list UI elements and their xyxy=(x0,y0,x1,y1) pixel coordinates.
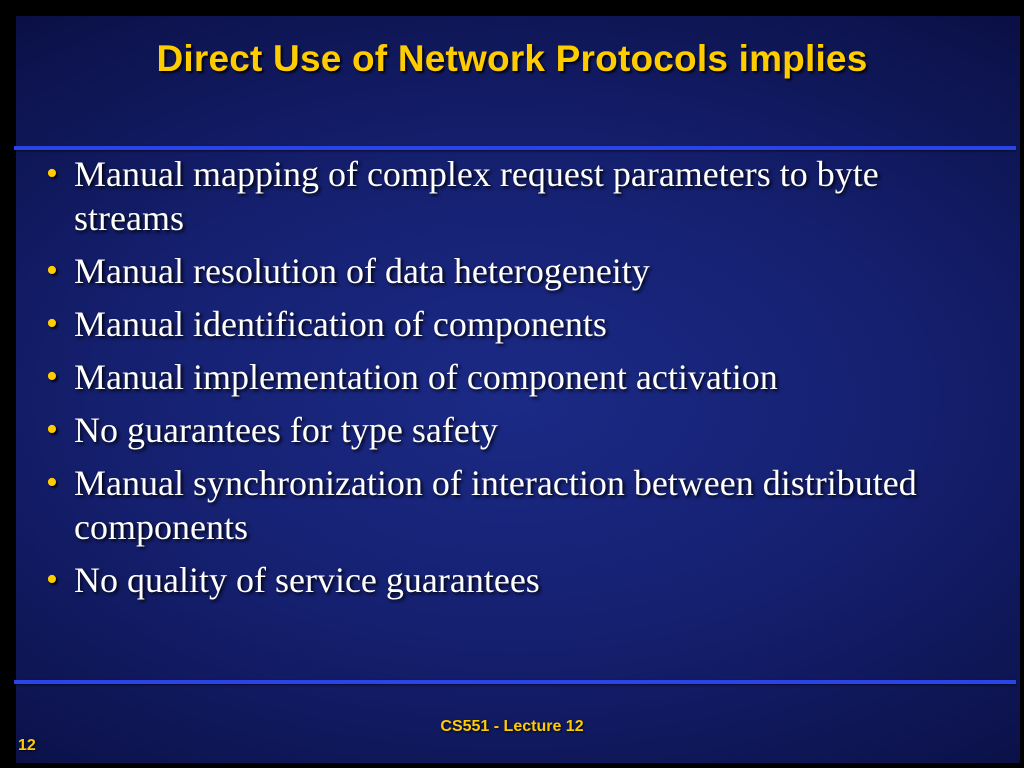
slide-footer: CS551 - Lecture 12 xyxy=(440,718,584,735)
list-item xyxy=(30,249,1010,293)
slide-right-border xyxy=(1020,0,1024,768)
slide-title: Direct Use of Network Protocols implies xyxy=(156,38,868,79)
list-item xyxy=(30,558,1010,602)
page-number: 12 xyxy=(18,737,36,754)
list-item-label: Manual resolution of data heterogeneity xyxy=(74,251,650,291)
list-item xyxy=(30,152,1010,240)
slide-left-border xyxy=(0,0,16,768)
list-item-label: Manual identification of components xyxy=(74,304,607,344)
bullet-list xyxy=(30,152,1010,611)
divider-bottom xyxy=(14,680,1016,684)
list-item xyxy=(30,302,1010,346)
list-item-label: Manual implementation of component activation xyxy=(74,357,778,397)
bullet-marker-icon: • xyxy=(46,561,58,598)
list-item-label: No quality of service guarantees xyxy=(74,560,540,600)
bullet-marker-icon: • xyxy=(46,464,58,501)
list-item-label: No guarantees for type safety xyxy=(74,410,498,450)
bullet-marker-icon: • xyxy=(46,358,58,395)
list-item-label: Manual synchronization of interaction between distributed components xyxy=(74,463,917,547)
bullet-marker-icon: • xyxy=(46,155,58,192)
bullet-marker-icon: • xyxy=(46,411,58,448)
divider-top xyxy=(14,146,1016,150)
bullet-marker-icon: • xyxy=(46,252,58,289)
list-item xyxy=(30,355,1010,399)
bullet-marker-icon: • xyxy=(46,305,58,342)
list-item-label: Manual mapping of complex request parameters to byte streams xyxy=(74,154,879,238)
list-item xyxy=(30,408,1010,452)
list-item xyxy=(30,461,1010,549)
